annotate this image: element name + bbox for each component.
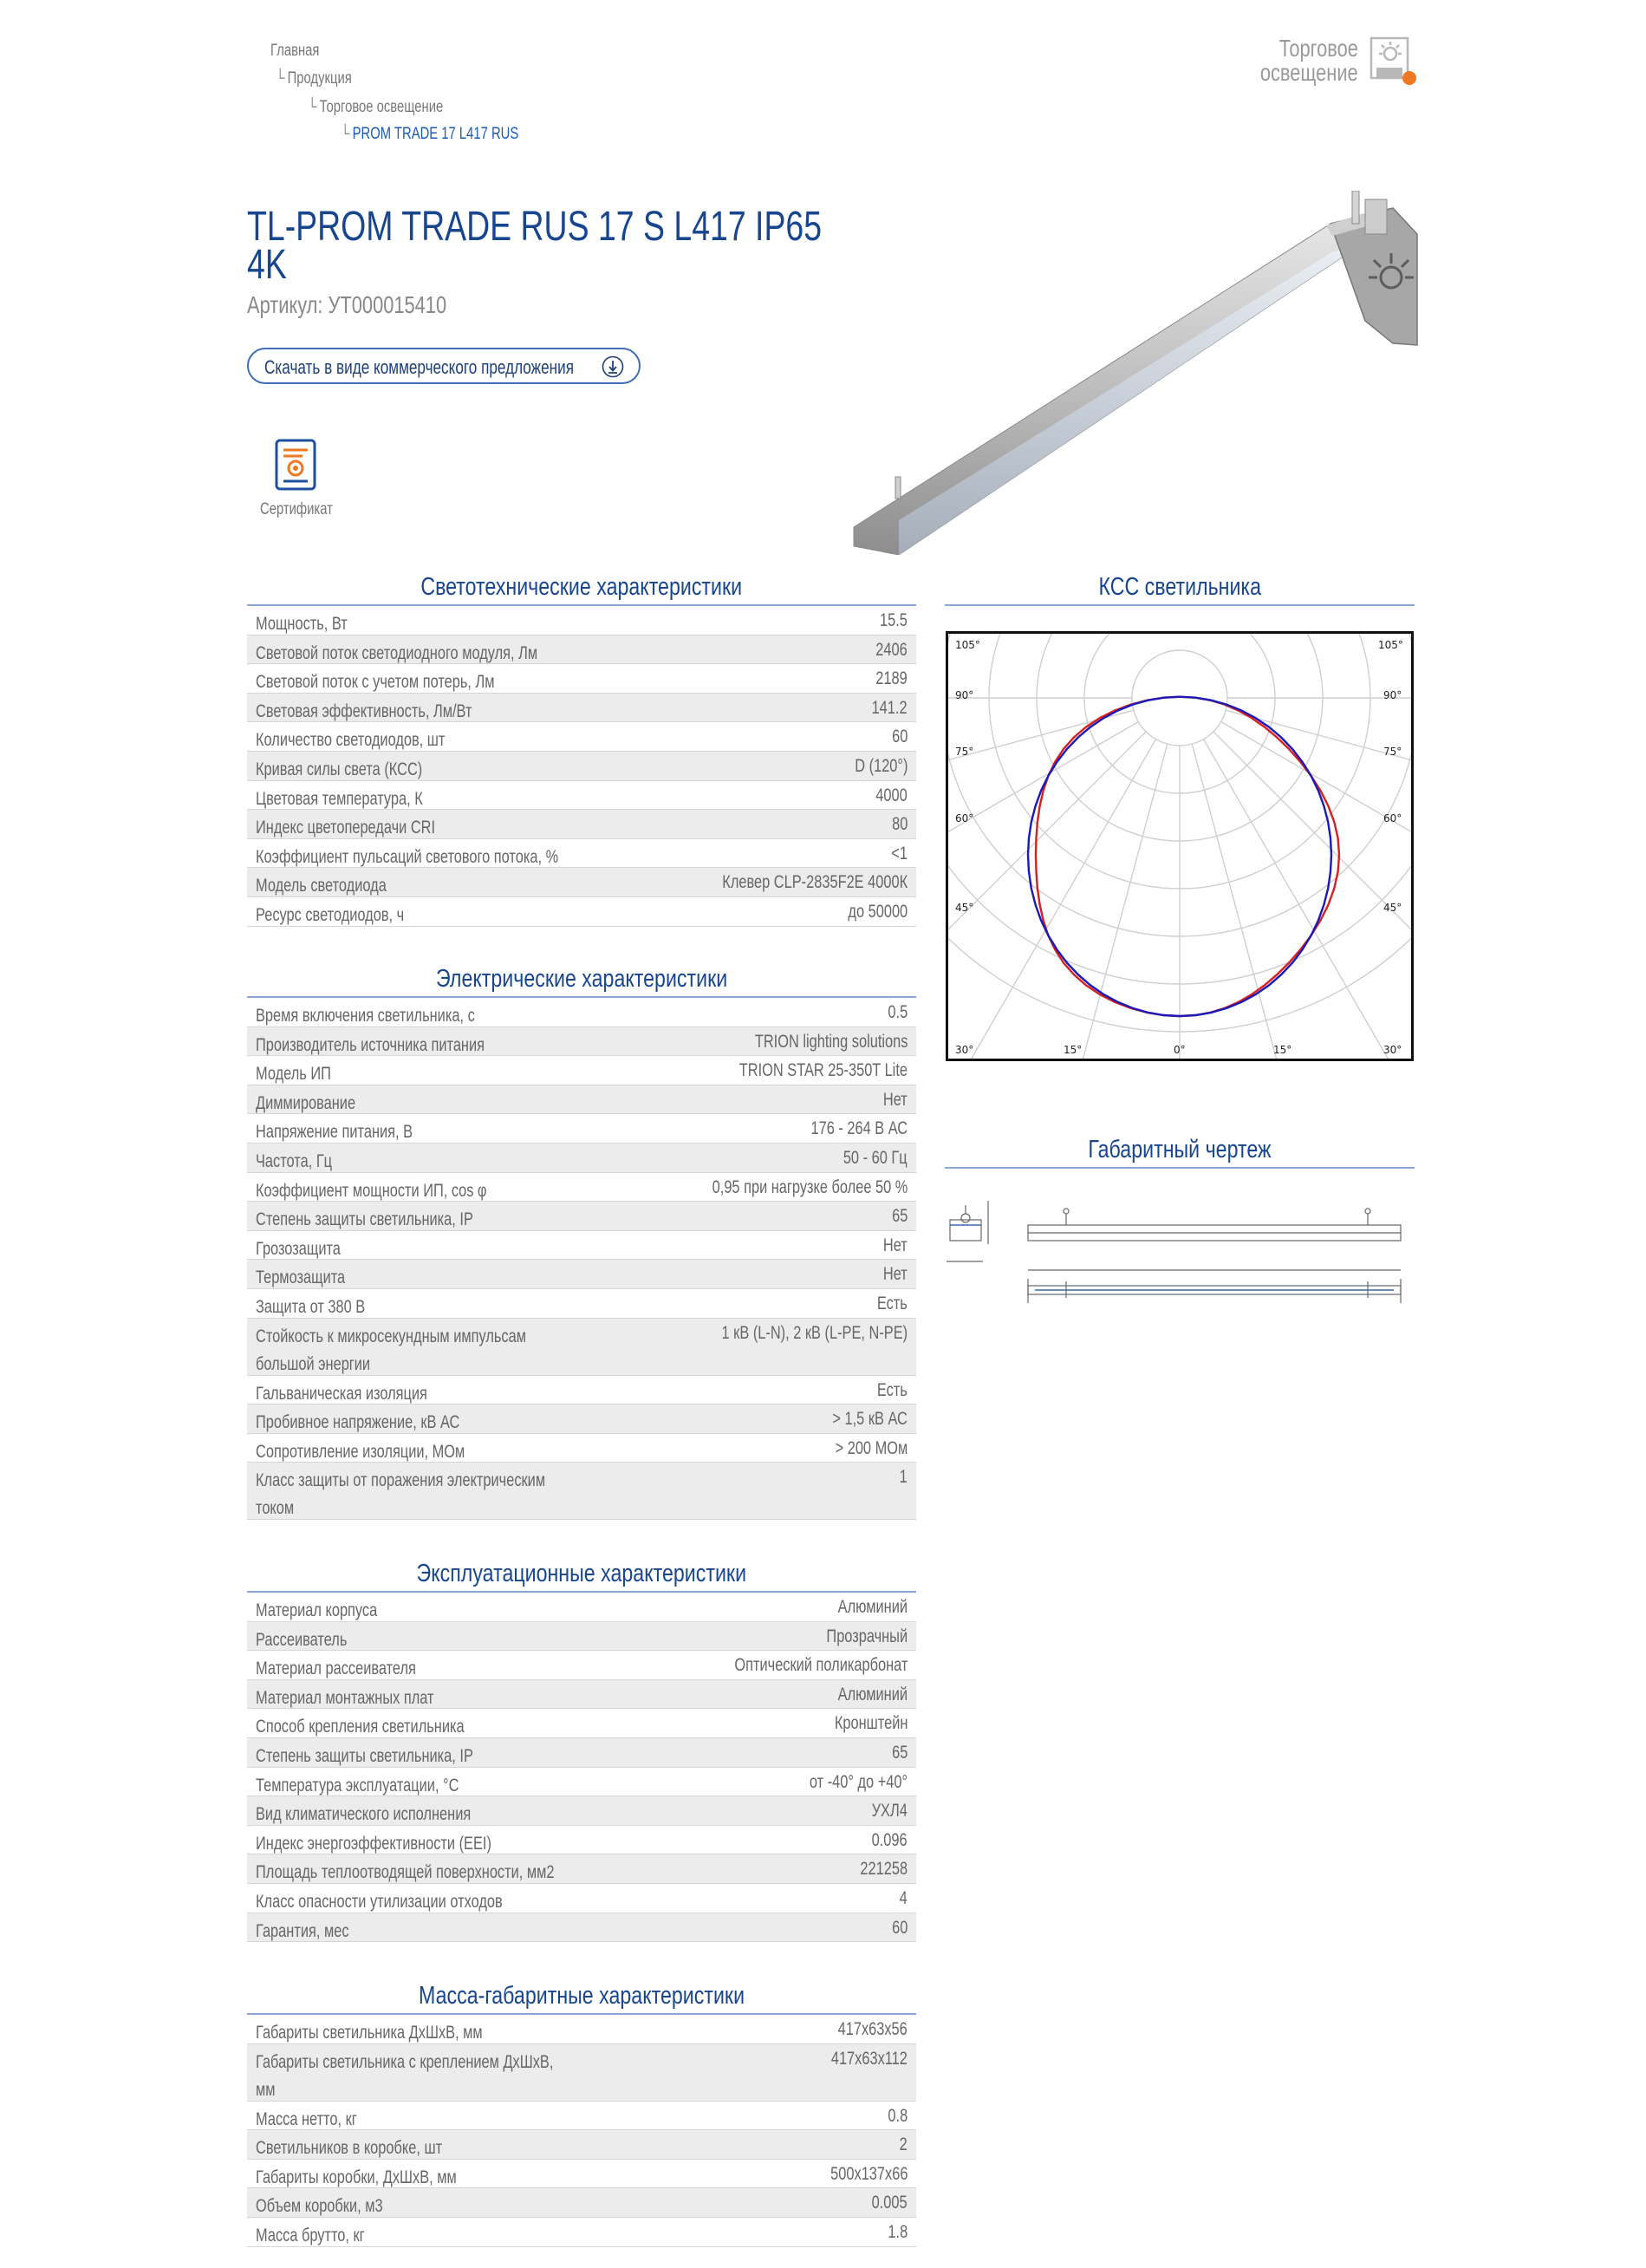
kcc-label-left-0: 105°	[955, 639, 980, 651]
row-label: Класс опасности утилизации отходов	[256, 1891, 503, 1912]
row-label: Объем коробки, м3	[256, 2196, 383, 2217]
row-value: Прозрачный	[826, 1626, 908, 1646]
row-label: Мощность, Вт	[256, 614, 348, 634]
table-row	[247, 2188, 916, 2218]
row-value: 50 - 60 Гц	[843, 1147, 908, 1168]
row-value: TRION STAR 25-350T Lite	[738, 1060, 908, 1081]
breadcrumb-products[interactable]: └ Продукция	[276, 69, 352, 88]
download-offer-button[interactable]: Скачать в виде коммерческого предложения	[247, 348, 641, 384]
table-row	[247, 1434, 916, 1463]
table-operational	[247, 1593, 916, 1942]
table-row	[247, 1376, 916, 1405]
row-value: 65	[891, 1206, 908, 1227]
row-value: 2189	[875, 668, 908, 689]
row-label: Напряжение питания, В	[256, 1122, 413, 1143]
table-row	[247, 1260, 916, 1289]
row-value: 15.5	[880, 610, 908, 630]
table-row	[247, 1404, 916, 1434]
table-row	[247, 1056, 916, 1085]
table-row	[247, 1289, 916, 1319]
row-value: 0,95 при нагрузке более 50 %	[712, 1176, 908, 1197]
row-value: 60	[891, 727, 908, 747]
table-mass	[247, 2015, 916, 2247]
table-row	[247, 1202, 916, 1231]
kcc-label-bottom-2: 0°	[1174, 1044, 1186, 1056]
table-row	[247, 1768, 916, 1797]
row-value: Алюминий	[837, 1684, 908, 1704]
row-label: Материал монтажных плат	[256, 1687, 434, 1708]
table-row	[247, 606, 916, 635]
table-row	[247, 1854, 916, 1884]
store-lighting-icon[interactable]	[1368, 35, 1418, 87]
dimension-drawing	[945, 1183, 1413, 1309]
row-value: > 1,5 кВ АС	[832, 1409, 908, 1430]
kcc-label-bottom-1: 15°	[1064, 1044, 1083, 1056]
row-label: Частота, Гц	[256, 1150, 333, 1171]
category-label[interactable]: Торговое освещение	[1260, 35, 1358, 86]
table-row	[247, 810, 916, 839]
row-label: Температура эксплуатации, °С	[256, 1775, 459, 1796]
row-label: Стойкость к микросекундным импульсам большой энергии	[256, 1326, 526, 1374]
row-value: 0.096	[872, 1829, 908, 1850]
row-label: Модель ИП	[256, 1064, 331, 1085]
table-row	[247, 2218, 916, 2247]
row-label: Грозозащита	[256, 1238, 341, 1259]
row-label: Степень защиты светильника, IP	[256, 1209, 473, 1230]
row-value: 0.5	[888, 1002, 908, 1022]
row-label: Материал рассеивателя	[256, 1659, 416, 1679]
row-label: Габариты светильника ДхШхВ, мм	[256, 2023, 483, 2043]
row-value: > 200 МОм	[835, 1437, 908, 1458]
row-value: <1	[891, 843, 908, 864]
row-label: Индекс энергоэффективности (EEI)	[256, 1833, 491, 1854]
breadcrumb-home[interactable]: Главная	[270, 42, 320, 60]
row-value: от -40° до +40°	[809, 1771, 908, 1792]
row-value: 2406	[875, 639, 908, 660]
tree-branch-icon: └	[276, 69, 285, 88]
row-label: Защита от 380 В	[256, 1296, 366, 1317]
table-row	[247, 1738, 916, 1768]
breadcrumb-category[interactable]: └ Торговое освещение	[308, 98, 444, 116]
product-article: Артикул: УТ000015410	[247, 291, 447, 318]
table-row	[247, 2160, 916, 2189]
kcc-label-right-3: 60°	[1383, 812, 1402, 824]
table-row	[247, 868, 916, 897]
row-label: Световой поток светодиодного модуля, Лм	[256, 642, 538, 663]
table-row	[247, 2044, 916, 2102]
row-label: Световая эффективность, Лм/Вт	[256, 701, 472, 721]
row-label: Производитель источника питания	[256, 1034, 485, 1055]
row-label: Масса нетто, кг	[256, 2108, 357, 2129]
row-label: Время включения светильника, с	[256, 1006, 475, 1026]
table-row	[247, 752, 916, 781]
kcc-label-right-0: 105°	[1378, 639, 1403, 651]
kcc-label-left-2: 75°	[955, 746, 974, 758]
table-row	[247, 722, 916, 752]
table-electrical	[247, 998, 916, 1520]
row-value: 1 кВ (L-N), 2 кВ (L-PE, N-PE)	[721, 1322, 908, 1343]
row-label: Масса брутто, кг	[256, 2225, 365, 2245]
row-label: Ресурс светодиодов, ч	[256, 904, 405, 925]
kcc-label-left-1: 90°	[955, 689, 974, 701]
row-value: TRION lighting solutions	[754, 1031, 908, 1052]
row-label: Светильников в коробке, шт	[256, 2138, 443, 2159]
kcc-label-bottom-0: 30°	[955, 1044, 974, 1056]
row-label: Модель светодиода	[256, 876, 387, 896]
row-label: Класс защиты от поражения электрическим током	[256, 1470, 546, 1519]
row-label: Индекс цветопередачи CRI	[256, 818, 436, 838]
row-value: 141.2	[872, 697, 908, 718]
row-label: Световой поток с учетом потерь, Лм	[256, 672, 495, 693]
row-value: Алюминий	[837, 1597, 908, 1617]
row-value: 2	[899, 2134, 908, 2155]
tree-branch-icon: └	[308, 98, 317, 116]
table-row	[247, 1463, 916, 1520]
row-label: Цветовая температура, К	[256, 788, 423, 809]
row-value: Оптический поликарбонат	[734, 1655, 908, 1676]
row-value: Есть	[877, 1379, 908, 1400]
certificate-icon[interactable]	[274, 438, 317, 492]
row-label: Вид климатического исполнения	[256, 1804, 472, 1825]
row-value: 0.005	[872, 2193, 908, 2213]
row-label: Гарантия, мес	[256, 1920, 349, 1941]
row-value: Нет	[883, 1264, 908, 1285]
table-row	[247, 1085, 916, 1115]
table-lighting	[247, 606, 916, 927]
row-value: Кронштейн	[834, 1713, 908, 1734]
section-title-operational: Эксплуатационные характеристики	[247, 1556, 916, 1593]
table-row	[247, 1231, 916, 1261]
kcc-label-right-1: 90°	[1383, 689, 1402, 701]
table-row	[247, 1114, 916, 1144]
table-row	[247, 998, 916, 1027]
table-row	[247, 1884, 916, 1913]
table-row	[247, 2130, 916, 2160]
row-value: Клевер CLP-2835F2E 4000К	[722, 872, 908, 893]
row-label: Кривая силы света (КСС)	[256, 759, 423, 779]
row-value: 0.8	[888, 2105, 908, 2126]
row-value: Нет	[883, 1235, 908, 1255]
product-title: TL-PROM TRADE RUS 17 S L417 IP65 4K	[247, 204, 823, 288]
table-row	[247, 1173, 916, 1202]
row-value: до 50000	[848, 901, 908, 922]
table-row	[247, 897, 916, 927]
section-title-dimensions: Габаритный чертеж	[945, 1132, 1415, 1169]
row-value: 60	[891, 1917, 908, 1938]
row-label: Гальваническая изоляция	[256, 1383, 427, 1404]
section-title-lighting: Светотехнические характеристики	[247, 570, 916, 606]
row-value: 1	[899, 1467, 908, 1488]
table-row	[247, 1027, 916, 1057]
kcc-label-bottom-4: 30°	[1383, 1044, 1402, 1056]
table-row	[247, 1319, 916, 1376]
row-value: 500x137x66	[830, 2163, 908, 2184]
tree-branch-icon: └	[341, 125, 350, 143]
kcc-label-right-2: 75°	[1383, 746, 1402, 758]
row-value: 4	[899, 1887, 908, 1908]
table-row	[247, 1680, 916, 1710]
table-row	[247, 781, 916, 811]
table-row	[247, 2102, 916, 2131]
table-row	[247, 1651, 916, 1680]
table-row	[247, 1144, 916, 1173]
table-row	[247, 1622, 916, 1652]
row-value: 65	[891, 1742, 908, 1763]
row-value: 417x63x56	[837, 2019, 908, 2039]
row-label: Коэффициент пульсаций светового потока, %	[256, 846, 559, 867]
section-title-mass: Масса-габаритные характеристики	[247, 1978, 916, 2015]
row-value: 417x63x112	[830, 2048, 908, 2069]
row-label: Габариты светильника с креплением ДхШхВ, мм	[256, 2051, 554, 2100]
row-label: Способ крепления светильника	[256, 1717, 465, 1737]
table-row	[247, 839, 916, 869]
row-value: 176 - 264 В АС	[810, 1118, 908, 1139]
row-label: Сопротивление изоляции, МОм	[256, 1441, 465, 1462]
kcc-label-right-4: 45°	[1383, 902, 1402, 914]
row-value: 80	[891, 814, 908, 835]
product-image	[845, 191, 1426, 555]
row-value: Нет	[883, 1089, 908, 1110]
row-label: Материал корпуса	[256, 1600, 378, 1620]
row-label: Площадь теплоотводящей поверхности, мм2	[256, 1862, 555, 1883]
section-title-kcc: КСС светильника	[945, 570, 1415, 606]
kcc-polar-diagram	[946, 631, 1414, 1061]
row-value: 1.8	[888, 2221, 908, 2242]
kcc-label-left-4: 45°	[955, 902, 974, 914]
row-value: D (120°)	[854, 755, 908, 776]
download-icon	[602, 355, 624, 378]
row-label: Коэффициент мощности ИП, cos φ	[256, 1180, 487, 1201]
table-row	[247, 2015, 916, 2044]
certificate-link[interactable]: Сертификат	[260, 500, 333, 518]
section-title-electrical: Электрические характеристики	[247, 961, 916, 998]
table-row	[247, 1796, 916, 1826]
table-row	[247, 664, 916, 694]
row-value: УХЛ4	[871, 1801, 908, 1822]
row-value: Есть	[877, 1293, 908, 1313]
row-label: Степень защиты светильника, IP	[256, 1745, 473, 1766]
row-value: 221258	[860, 1859, 908, 1880]
table-row	[247, 1826, 916, 1855]
row-label: Пробивное напряжение, кВ АС	[256, 1412, 460, 1433]
table-row	[247, 635, 916, 665]
row-label: Термозащита	[256, 1268, 346, 1288]
table-row	[247, 1709, 916, 1738]
row-label: Диммирование	[256, 1092, 356, 1113]
breadcrumb-current[interactable]: └ PROM TRADE 17 L417 RUS	[341, 125, 519, 143]
row-label: Габариты коробки, ДхШхВ, мм	[256, 2167, 457, 2187]
row-value: 4000	[875, 785, 908, 805]
kcc-label-left-3: 60°	[955, 812, 974, 824]
row-label: Рассеиватель	[256, 1629, 348, 1650]
row-label: Количество светодиодов, шт	[256, 730, 446, 751]
table-row	[247, 1593, 916, 1622]
kcc-label-bottom-3: 15°	[1273, 1044, 1292, 1056]
table-row	[247, 694, 916, 723]
table-row	[247, 1913, 916, 1943]
